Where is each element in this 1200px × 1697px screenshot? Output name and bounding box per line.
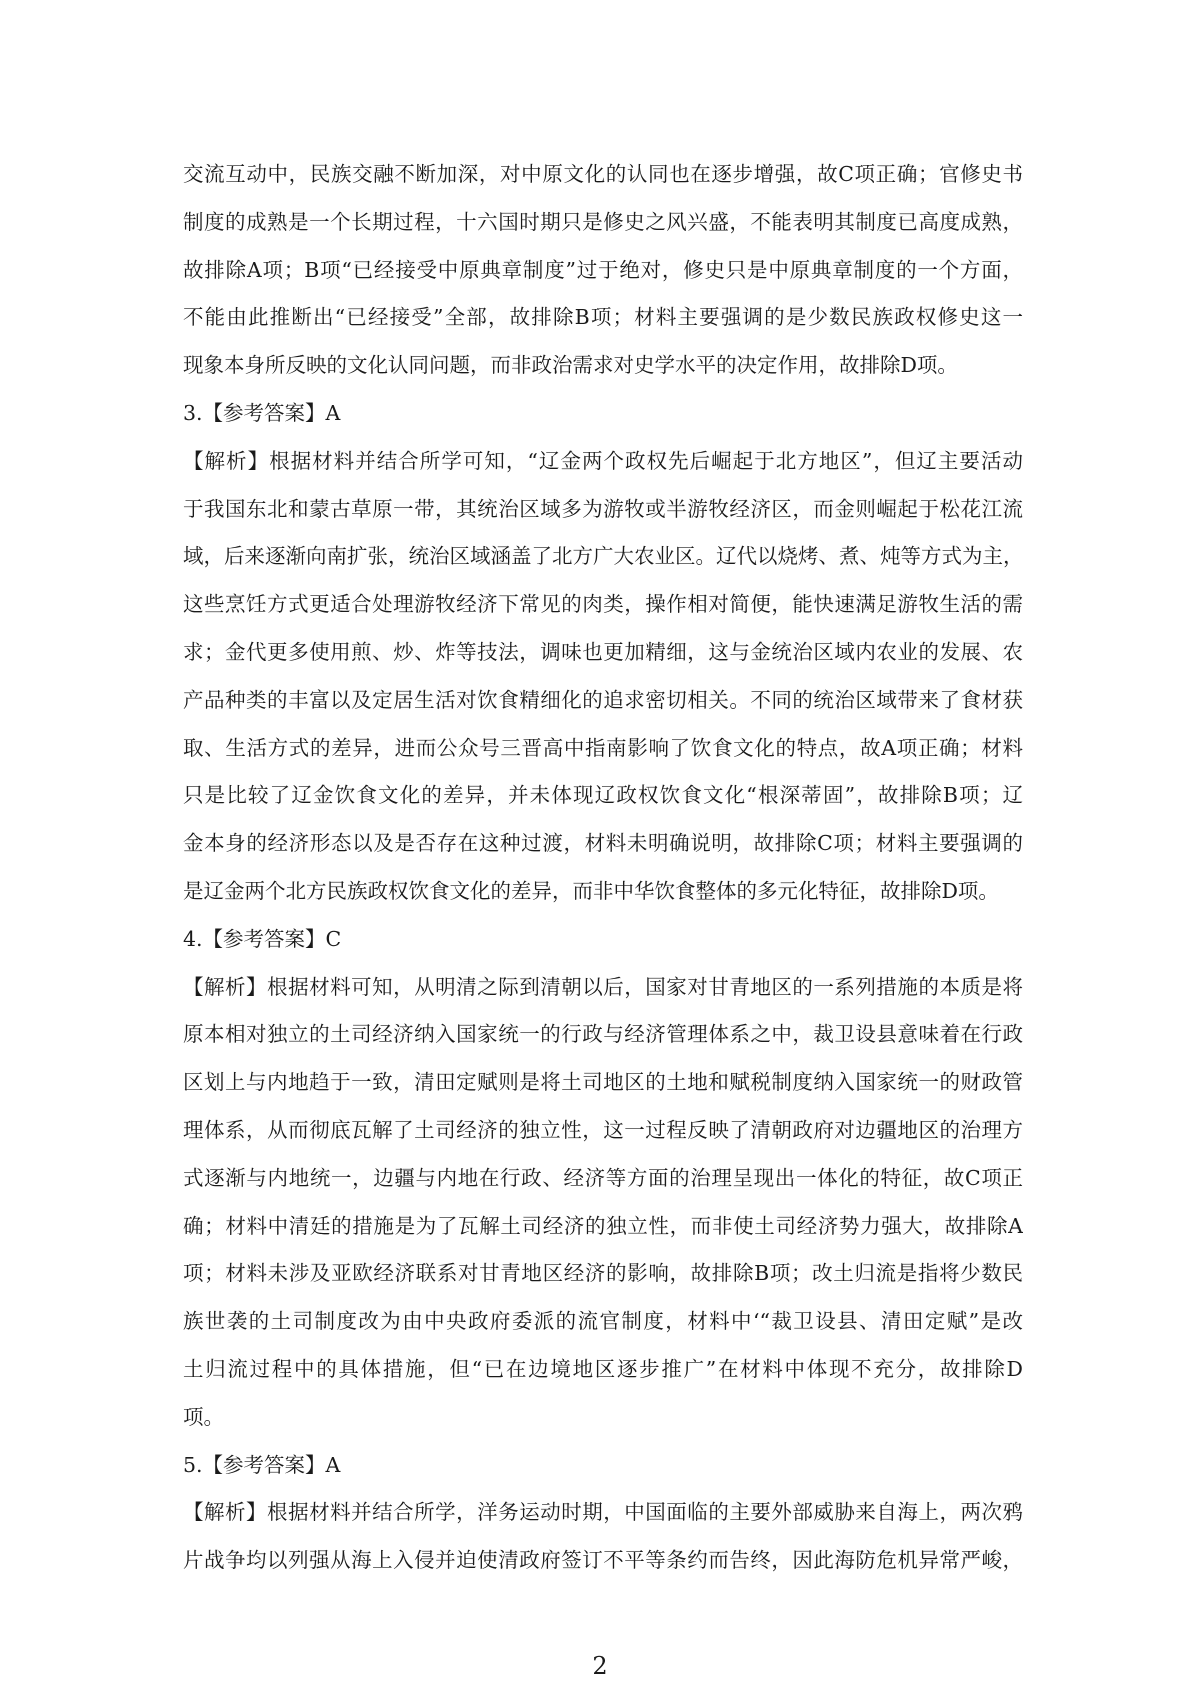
text-line: 现象本身所反映的文化认同问题，而非政治需求对史学水平的决定作用，故排除D项。 (183, 353, 958, 378)
text-line: 区划上与内地趋于一致，清田定赋则是将土司地区的土地和赋税制度纳入国家统一的财政管 (183, 1070, 1023, 1095)
text-line: 域，后来逐渐向南扩张，统治区域涵盖了北方广大农业区。辽代以烧烤、煮、炖等方式为主， (183, 544, 1023, 569)
answer-heading-5: 5.【参考答案】A (183, 1452, 341, 1477)
text-line: 【解析】根据材料并结合所学可知，“辽金两个政权先后崛起于北方地区”，但辽主要活动 (183, 448, 1023, 473)
text-line: 【解析】根据材料并结合所学，洋务运动时期，中国面临的主要外部威胁来自海上，两次鸦 (183, 1500, 1023, 1525)
text-line: 取、生活方式的差异，进而公众号三晋高中指南影响了饮食文化的特点，故A项正确；材料 (183, 735, 1023, 760)
text-line: 原本相对独立的土司经济纳入国家统一的行政与经济管理体系之中，裁卫设县意味着在行政 (183, 1022, 1023, 1047)
text-line: 故排除A项；B项“已经接受中原典章制度”过于绝对，修史只是中原典章制度的一个方面， (183, 257, 1023, 282)
text-line: 项；材料未涉及亚欧经济联系对甘青地区经济的影响，故排除B项；改土归流是指将少数民 (183, 1261, 1023, 1286)
answer-explanation-body (183, 151, 1023, 1585)
answer-heading-4: 4.【参考答案】C (183, 926, 342, 951)
text-line: 族世袭的土司制度改为由中央政府委派的流官制度，材料中‘“裁卫设县、清田定赋”是改 (183, 1309, 1023, 1334)
text-line: 制度的成熟是一个长期过程，十六国时期只是修史之风兴盛，不能表明其制度已高度成熟， (183, 209, 1023, 234)
text-line: 式逐渐与内地统一，边疆与内地在行政、经济等方面的治理呈现出一体化的特征，故C项正 (183, 1165, 1023, 1190)
text-line: 土归流过程中的具体措施，但“已在边境地区逐步推广”在材料中体现不充分，故排除D (183, 1356, 1023, 1381)
text-line: 【解析】根据材料可知，从明清之际到清朝以后，国家对甘青地区的一系列措施的本质是将 (183, 974, 1023, 999)
text-line: 于我国东北和蒙古草原一带，其统治区域多为游牧或半游牧经济区，而金则崛起于松花江流 (183, 496, 1023, 521)
text-line: 产品种类的丰富以及定居生活对饮食精细化的追求密切相关。不同的统治区域带来了食材获 (183, 687, 1023, 712)
text-line: 交流互动中，民族交融不断加深，对中原文化的认同也在逐步增强，故C项正确；官修史书 (183, 162, 1023, 186)
text-line: 确；材料中清廷的措施是为了瓦解土司经济的独立性，而非使土司经济势力强大，故排除A (183, 1213, 1023, 1238)
text-line: 这些烹饪方式更适合处理游牧经济下常见的肉类，操作相对简便，能快速满足游牧生活的需 (183, 592, 1023, 617)
text-line: 是辽金两个北方民族政权饮食文化的差异，而非中华饮食整体的多元化特征，故排除D项。 (183, 878, 999, 903)
text-line: 理体系，从而彻底瓦解了土司经济的独立性，这一过程反映了清朝政府对边疆地区的治理方 (183, 1117, 1023, 1142)
text-line: 不能由此推断出“已经接受”全部，故排除B项；材料主要强调的是少数民族政权修史这一 (183, 305, 1023, 330)
text-line: 求；金代更多使用煎、炒、炸等技法，调味也更加精细，这与金统治区域内农业的发展、农 (183, 639, 1023, 664)
text-line: 项。 (183, 1404, 224, 1429)
answer-heading-3: 3.【参考答案】A (183, 400, 341, 425)
text-line: 只是比较了辽金饮食文化的差异，并未体现辽政权饮食文化“根深蒂固”，故排除B项；辽 (183, 783, 1023, 808)
text-line: 片战争均以列强从海上入侵并迫使清政府签订不平等条约而告终，因此海防危机异常严峻， (183, 1548, 1023, 1573)
text-line: 金本身的经济形态以及是否存在这种过渡，材料未明确说明，故排除C项；材料主要强调的 (183, 831, 1023, 856)
page-number: 2 (592, 1652, 608, 1680)
